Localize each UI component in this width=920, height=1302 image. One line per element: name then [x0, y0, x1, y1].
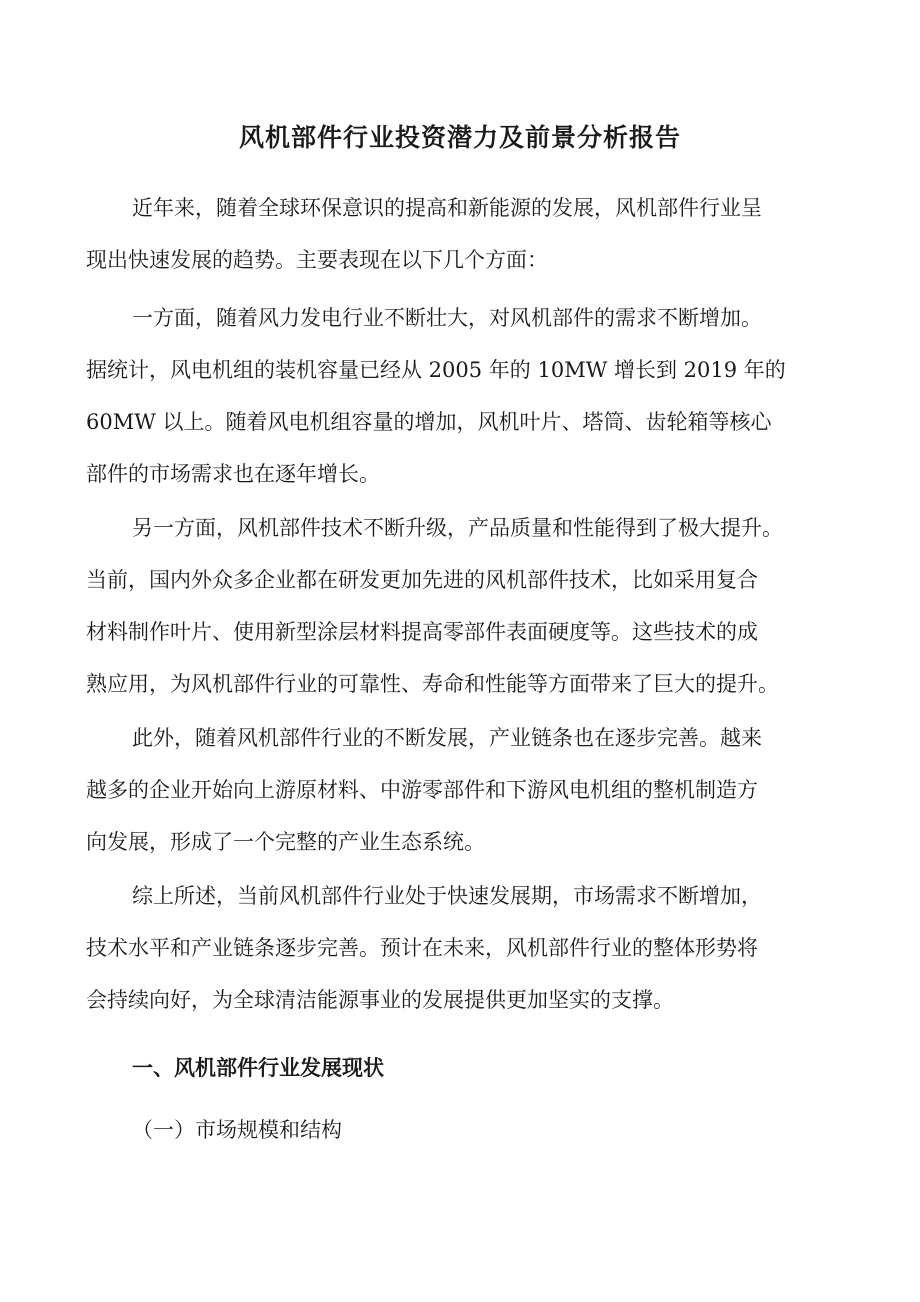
paragraph-line: 现出快速发展的趋势。主要表现在以下几个方面：	[86, 248, 548, 272]
paragraph-line: 一方面，随着风力发电行业不断壮大，对风机部件的需求不断增加。	[132, 306, 762, 330]
document-title: 风机部件行业投资潜力及前景分析报告	[238, 123, 681, 152]
paragraph-line: 技术水平和产业链条逐步完善。预计在未来，风机部件行业的整体形势将	[86, 936, 758, 960]
paragraph-technology	[86, 502, 866, 710]
paragraph-industry-chain	[86, 712, 866, 868]
paragraph-line: 据统计，风电机组的装机容量已经从 2005 年的 10MW 增长到 2019 年的	[86, 358, 786, 382]
paragraph-line: 会持续向好，为全球清洁能源事业的发展提供更加坚实的支撑。	[86, 988, 674, 1012]
paragraph-intro	[86, 182, 866, 286]
paragraph-demand	[86, 292, 866, 500]
paragraph-line: 熟应用，为风机部件行业的可靠性、寿命和性能等方面带来了巨大的提升。	[86, 672, 779, 696]
paragraph-line: 当前，国内外众多企业都在研发更加先进的风机部件技术，比如采用复合	[86, 568, 758, 592]
paragraph-line: 材料制作叶片、使用新型涂层材料提高零部件表面硬度等。这些技术的成	[86, 620, 758, 644]
paragraph-line: 60MW 以上。随着风电机组容量的增加，风机叶片、塔筒、齿轮箱等核心	[86, 410, 772, 434]
paragraph-summary	[86, 870, 866, 1026]
paragraph-line: 向发展，形成了一个完整的产业生态系统。	[86, 830, 485, 854]
paragraph-line: 越多的企业开始向上游原材料、中游零部件和下游风电机组的整机制造方	[86, 778, 758, 802]
paragraph-line: 此外，随着风机部件行业的不断发展，产业链条也在逐步完善。越来	[132, 726, 762, 750]
paragraph-line: 近年来，随着全球环保意识的提高和新能源的发展，风机部件行业呈	[132, 196, 762, 220]
paragraph-line: 部件的市场需求也在逐年增长。	[86, 462, 380, 486]
paragraph-line: 另一方面，风机部件技术不断升级，产品质量和性能得到了极大提升。	[132, 516, 783, 540]
paragraph-line: 综上所述，当前风机部件行业处于快速发展期，市场需求不断增加，	[132, 884, 762, 908]
subsection-heading: （一）市场规模和结构	[132, 1118, 342, 1142]
section-heading: 一、风机部件行业发展现状	[132, 1055, 384, 1080]
